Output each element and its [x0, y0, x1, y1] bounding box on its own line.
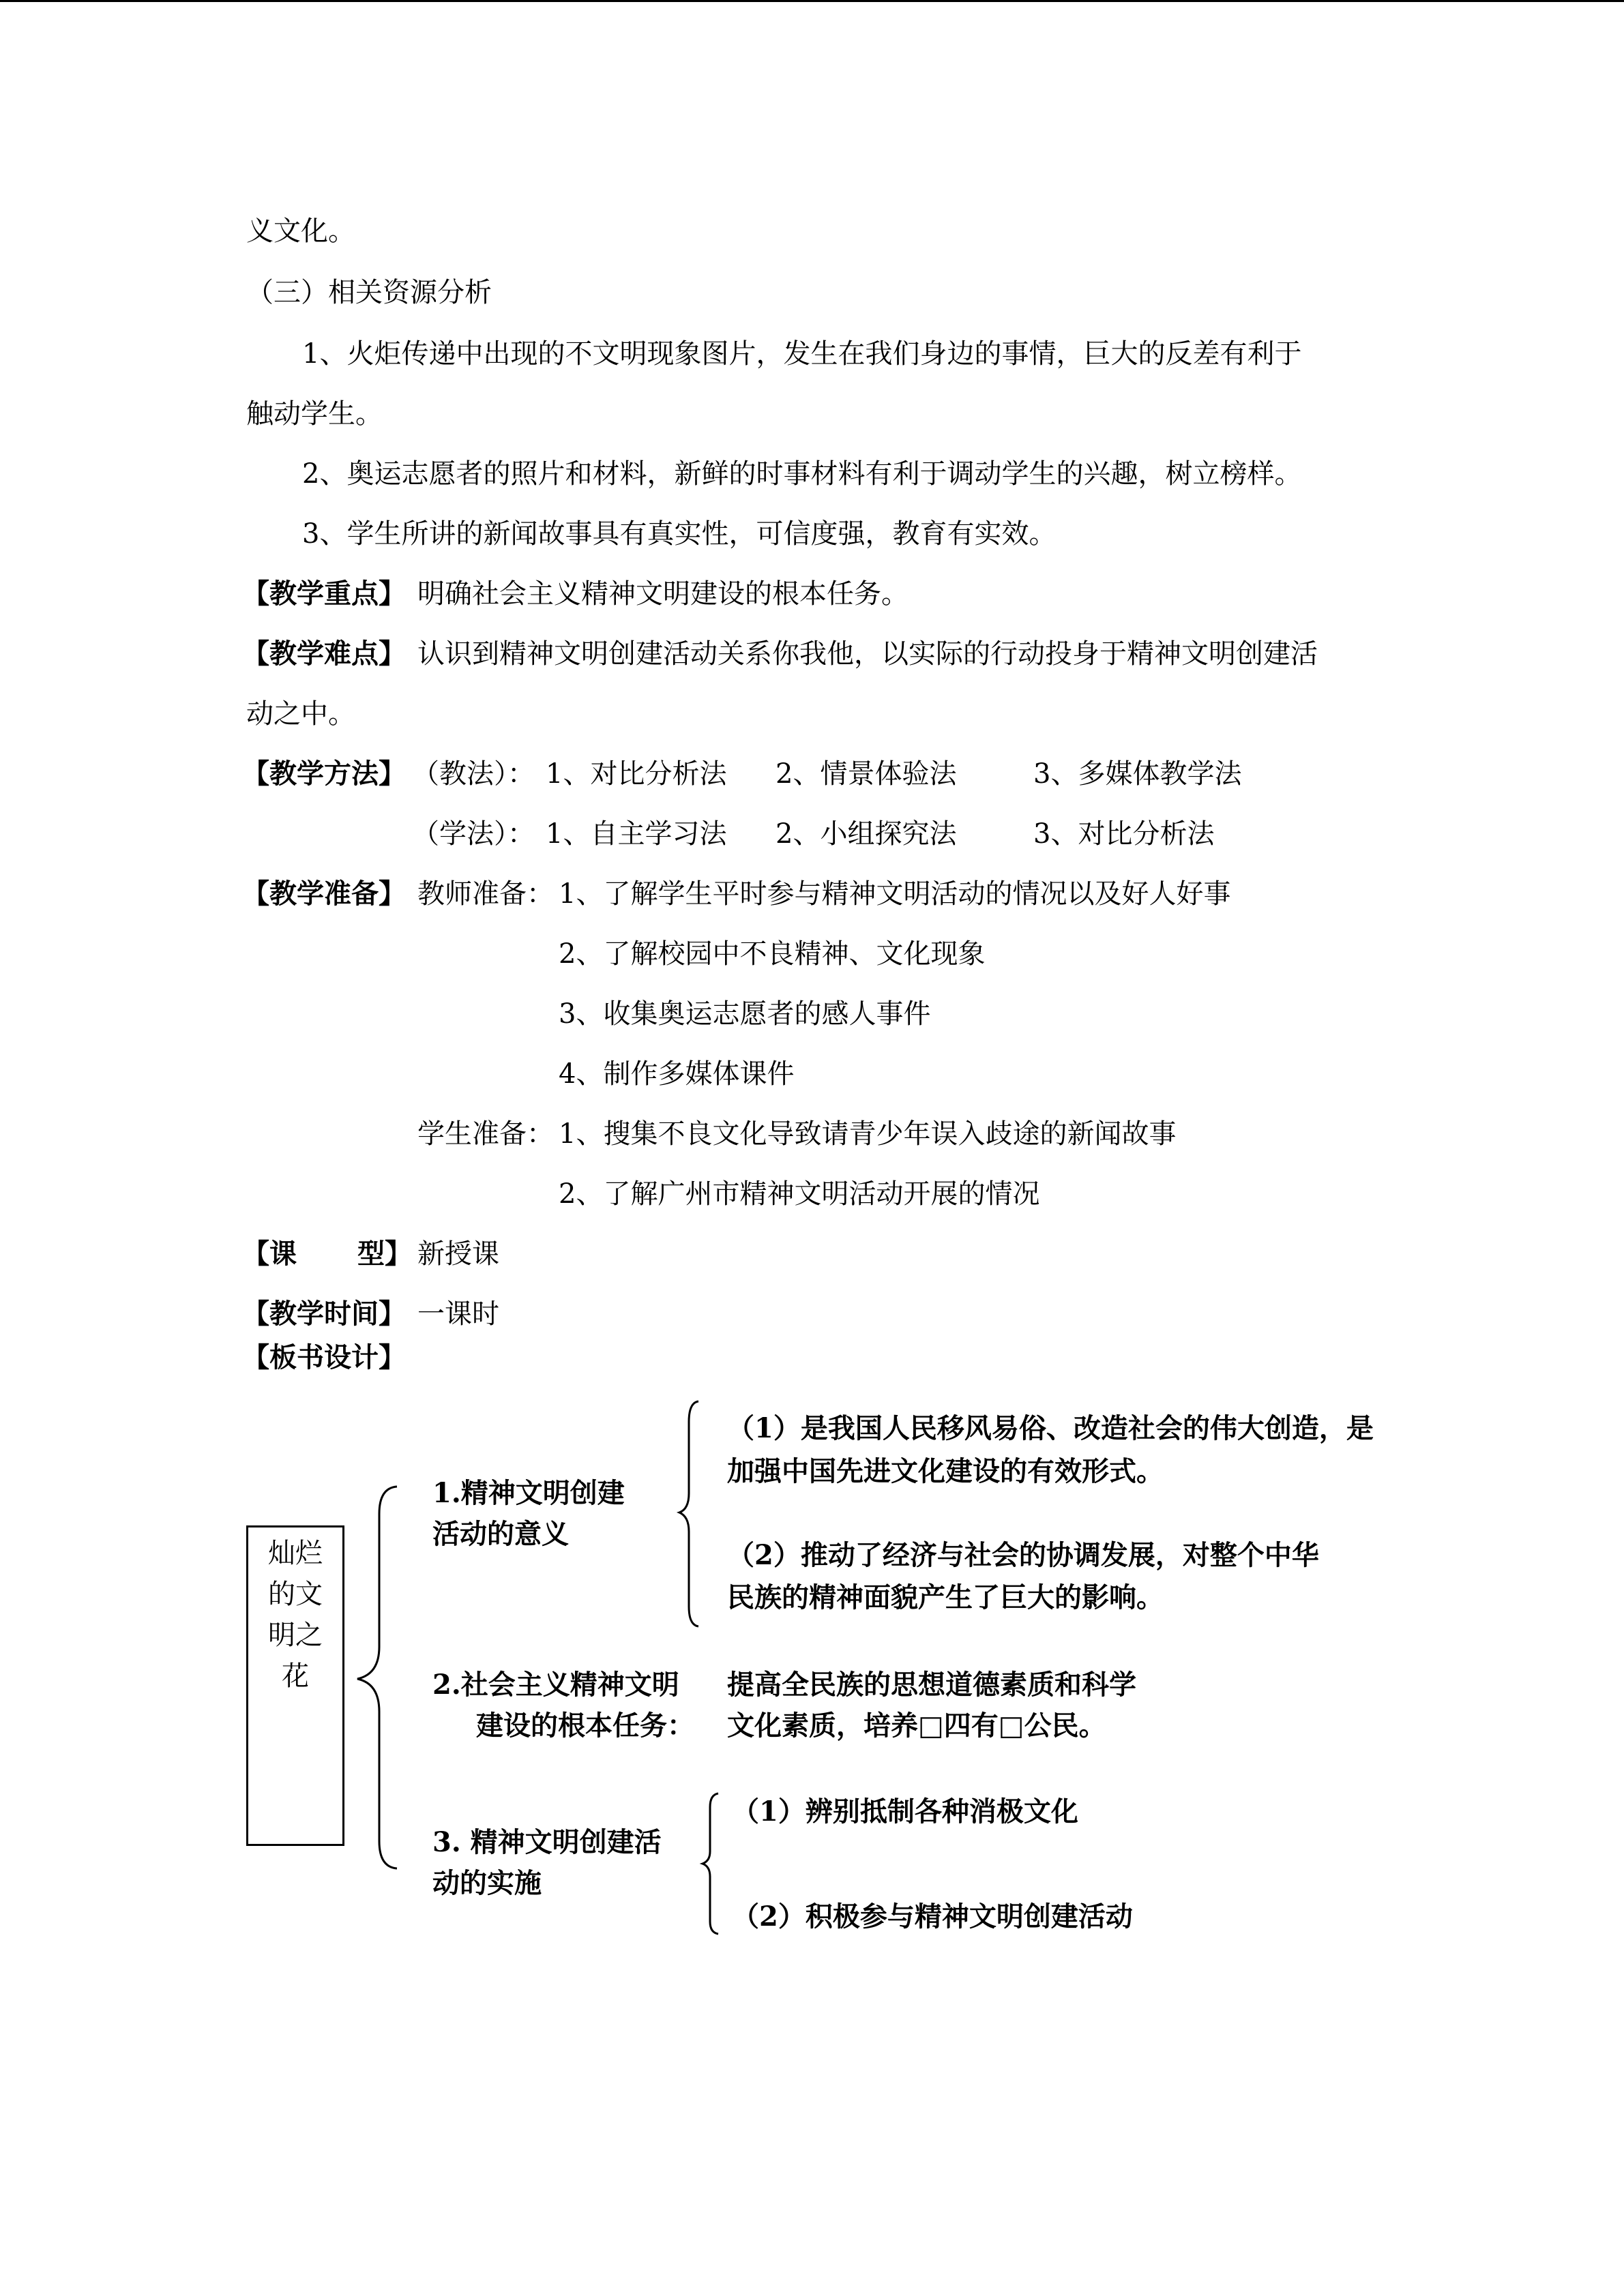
board-title-line-2: 的文 — [268, 1579, 323, 1610]
section-2-text-line-1: 提高全民族的思想道德素质和科学 — [727, 1669, 1136, 1701]
section-2-title-line-1: 2.社会主义精神文明 — [432, 1669, 679, 1701]
intro-line-end: 义文化。 — [246, 215, 355, 247]
section-3-point-2: （2）积极参与精神文明创建活动 — [732, 1900, 1133, 1933]
teacher-prep-label: 教师准备： — [417, 878, 554, 910]
learn-method-2: 2、小组探究法 — [776, 818, 957, 850]
board-title-line-1: 灿烂 — [268, 1538, 323, 1569]
section-3-point-1: （1）辨别抵制各种消极文化 — [732, 1795, 1078, 1828]
teach-method-3: 3、多媒体教学法 — [1033, 758, 1242, 790]
lesson-type-text: 新授课 — [417, 1238, 499, 1270]
key-points-text: 明确社会主义精神文明建设的根本任务。 — [417, 578, 909, 610]
lesson-type-label-start: 【课 — [242, 1238, 297, 1270]
student-prep-label: 学生准备： — [417, 1118, 554, 1150]
teach-method-2: 2、情景体验法 — [776, 758, 957, 790]
preparation-label: 【教学准备】 — [242, 878, 406, 910]
resource-item-1-line-1: 1、火炬传递中出现的不文明现象图片，发生在我们身边的事情，巨大的反差有利于 — [302, 338, 1302, 370]
section-3-brace — [703, 1793, 718, 1934]
section-title: （三）相关资源分析 — [246, 277, 492, 308]
section-1-point-1-line-2: 加强中国先进文化建设的有效形式。 — [727, 1455, 1164, 1487]
main-brace — [357, 1487, 397, 1868]
teacher-prep-3: 3、收集奥运志愿者的感人事件 — [559, 998, 931, 1030]
time-text: 一课时 — [417, 1298, 499, 1330]
student-prep-2: 2、了解广州市精神文明活动开展的情况 — [559, 1178, 1040, 1210]
section-1-point-1-line-1: （1）是我国人民移风易俗、改造社会的伟大创造，是 — [727, 1412, 1374, 1444]
learn-method-label: （学法）： — [412, 818, 535, 850]
key-points-label: 【教学重点】 — [242, 578, 406, 610]
difficulties-line-1: 认识到精神文明创建活动关系你我他，以实际的行动投身于精神文明创建活 — [417, 638, 1318, 670]
difficulties-line-2: 动之中。 — [246, 698, 355, 730]
board-title-line-3: 明之 — [268, 1620, 323, 1651]
teacher-prep-2: 2、了解校园中不良精神、文化现象 — [559, 938, 986, 970]
student-prep-1: 1、搜集不良文化导致请青少年误入歧途的新闻故事 — [559, 1118, 1177, 1150]
section-1-title-line-1: 1.精神文明创建 — [432, 1477, 625, 1509]
section-1-brace — [679, 1401, 698, 1626]
learn-method-3: 3、对比分析法 — [1033, 818, 1215, 850]
section-3-title-line-1: 3. 精神文明创建活 — [432, 1826, 662, 1858]
time-label: 【教学时间】 — [242, 1298, 406, 1330]
resource-item-2: 2、奥运志愿者的照片和材料，新鲜的时事材料有利于调动学生的兴趣，树立榜样。 — [302, 458, 1302, 490]
resource-item-3: 3、学生所讲的新闻故事具有真实性，可信度强，教育有实效。 — [302, 518, 1057, 550]
teach-method-1: 1、对比分析法 — [546, 758, 727, 790]
section-1-point-2-line-1: （2）推动了经济与社会的协调发展，对整个中华 — [727, 1539, 1319, 1571]
resource-item-1-line-2: 触动学生。 — [246, 398, 383, 430]
section-1-point-2-line-2: 民族的精神面貌产生了巨大的影响。 — [727, 1581, 1164, 1613]
methods-label: 【教学方法】 — [242, 758, 406, 790]
section-1-title-line-2: 活动的意义 — [432, 1518, 569, 1550]
board-title-line-4: 花 — [282, 1660, 309, 1692]
difficulties-label: 【教学难点】 — [242, 638, 406, 670]
learn-method-1: 1、自主学习法 — [546, 818, 727, 850]
section-3-title-line-2: 动的实施 — [432, 1867, 542, 1899]
lesson-type-label-end: 型】 — [357, 1238, 412, 1270]
board-design-label: 【板书设计】 — [242, 1341, 406, 1373]
teach-method-label: （教法）： — [412, 758, 535, 790]
teacher-prep-1: 1、了解学生平时参与精神文明活动的情况以及好人好事 — [559, 878, 1231, 910]
teacher-prep-4: 4、制作多媒体课件 — [559, 1058, 795, 1090]
section-2-title-line-2: 建设的根本任务： — [476, 1710, 694, 1742]
section-2-text-line-2: 文化素质，培养□四有□公民。 — [727, 1710, 1106, 1742]
